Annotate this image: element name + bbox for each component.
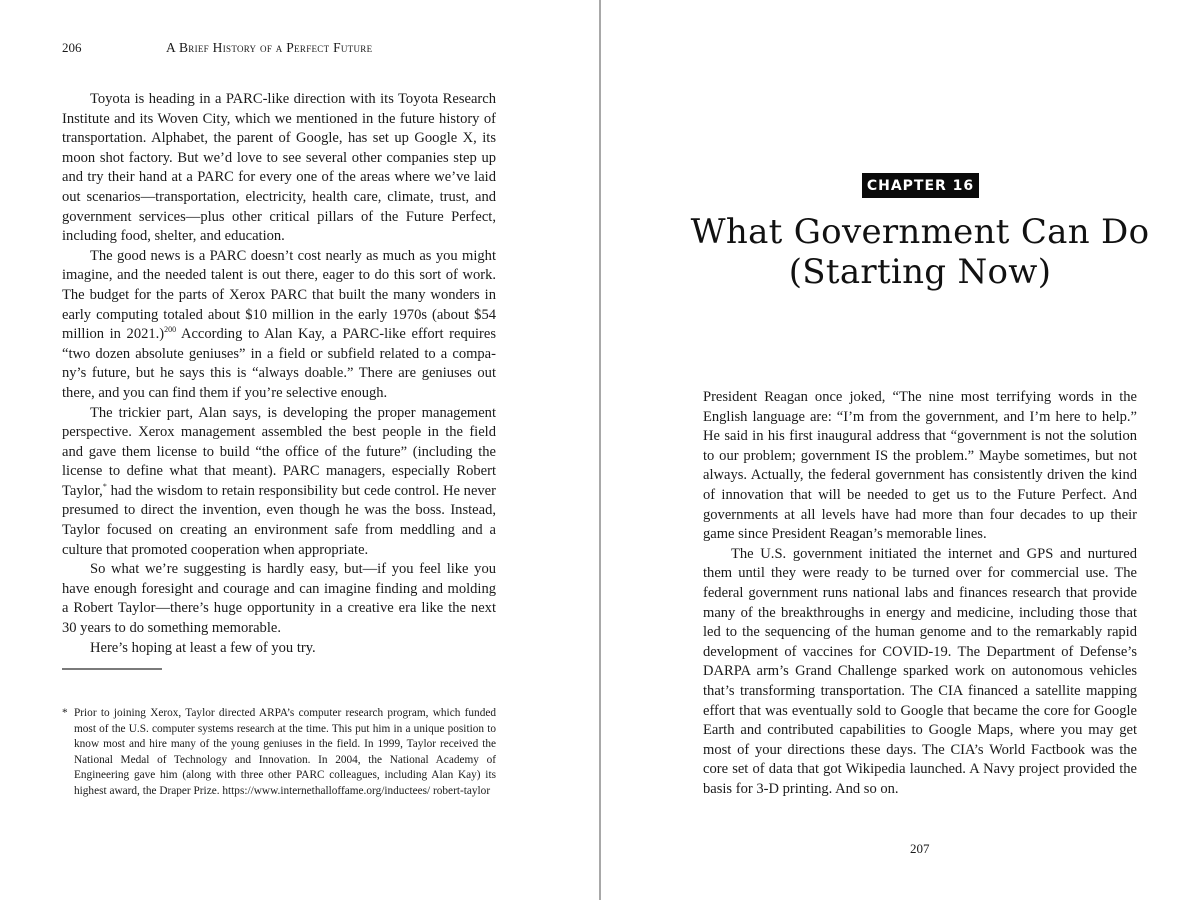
chapter-label-badge: CHAPTER 16: [862, 173, 979, 198]
paragraph-text: According to Alan Kay, a PARC-like effort requires “two dozen absolute geniuses” in a field or subfield related to a company’s future, but he says this is “always doable.” There are geniuses out there, and you can find them if you’re selective enough.: [62, 326, 496, 401]
paragraph-text: The trickier part, Alan says, is developing the proper management perspective. Xerox management assembled the best people in the field and gave them license to build “the office of the future” (including the license to define what that meant). PARC managers, especially Robert Taylor,: [62, 404, 496, 499]
footnote-mark: *: [62, 707, 68, 719]
paragraph: [62, 247, 496, 404]
paragraph: The U.S. government initiated the internet and GPS and nurtured them until they were ready to be turned over for commercial use. The federal government runs national labs and finances research that provide many of the breakthroughs in energy and medicine, including those that led to the sequencing of the human genome and to the remarkably rapid development of vaccines for COVID-19. The Department of Defense’s DARPA arm’s Grand Challenge sparked work on autonomous vehicles that’s transforming transportation. The CIA financed a satellite mapping effort that was eventually sold to Google that became the core for Google Earth and contributed capabilities to Google Maps, where you may get most of your directions these days. The CIA’s World Factbook was the core set of data that got Wikipedia launched. A Navy project provided the basis for 3-D printing. And so on.: [703, 545, 1137, 797]
chapter-title-line-1: What Government Can Do: [690, 212, 1150, 252]
chapter-title: [660, 212, 1180, 292]
paragraph-text: The good news is a PARC doesn’t cost nearly as much as you might imagine, and the needed talent is out there, eager to do this sort of work. The budget for the parts of Xerox PARC that built the many wonders in early computing totaled about $10 million in the early 1970s (about $54 million in 2021.): [62, 247, 496, 343]
footnote-text: Prior to joining Xerox, Taylor directed ARPA’s computer research program, which funded most of the U.S. computer systems research at the time. This put him in a unique position to know most and hire many of the young geniuses in the field. In 1999, Taylor received the National Medal of Technology and Innovation. In 2004, the National Academy of Engineering gave him (along with three other PARC colleagues, including Alan Kay) its highest award, the Draper Prize. https://www.internethalloffame.org/inductees/ robert-taylor: [74, 707, 496, 797]
endnote-reference[interactable]: 200: [164, 325, 177, 335]
paragraph: Toyota is heading in a PARC-like direction with its Toyota Research Institute and its Woven City, which we mentioned in the future history of transportation. Alphabet, the parent of Google, has set up Google X, its moon shot factory. But we’d love to see several other companies step up and try their hand at a PARC for every one of the areas where we’ve laid out scenarios—transportation, electricity, health care, climate, trust, and government services—plus other critical pillars of the Future Perfect, including food, shelter, and education.: [62, 91, 496, 245]
left-body-text: [62, 90, 496, 658]
page-number-right: 207: [910, 841, 930, 856]
paragraph: President Reagan once joked, “The nine most terrifying words in the English language are: “I’m from the government, and I’m here to help.” He said in his first inaugural address that “government is not the solution to our problem; government IS the problem.” Maybe sometimes, but not always. Actually, the federal government has consistently driven the kind of innovation that will be needed to get us to the Future Perfect. And governments at all levels have had more than four decades to up their game since President Reagan’s memorable lines.: [703, 389, 1137, 543]
footnote-divider: [62, 668, 162, 670]
paragraph-text: had the wisdom to retain responsibility but cede control. He never presumed to direct the invention, even though he was the boss. Instead, Taylor focused on creating an environment safe from meddling and a culture that promoted cooperation when appropriate.: [62, 482, 496, 558]
footnote-reference[interactable]: *: [102, 481, 107, 491]
page-number-left: 206: [62, 40, 82, 55]
paragraph: So what we’re suggesting is hardly easy, but—if you feel like you have enough foresight and courage and can imagine finding and molding a Robert Taylor—there’s huge opportunity in a creative era like the next 30 years to do something memorable.: [62, 561, 496, 637]
right-body-text: [703, 388, 1137, 799]
chapter-title-line-2: (Starting Now): [788, 252, 1052, 292]
paragraph: Here’s hoping at least a few of you try.: [90, 639, 316, 656]
footnote: [62, 706, 496, 799]
paragraph: [62, 404, 496, 561]
running-title: A Brief History of a Perfect Future: [166, 40, 373, 55]
